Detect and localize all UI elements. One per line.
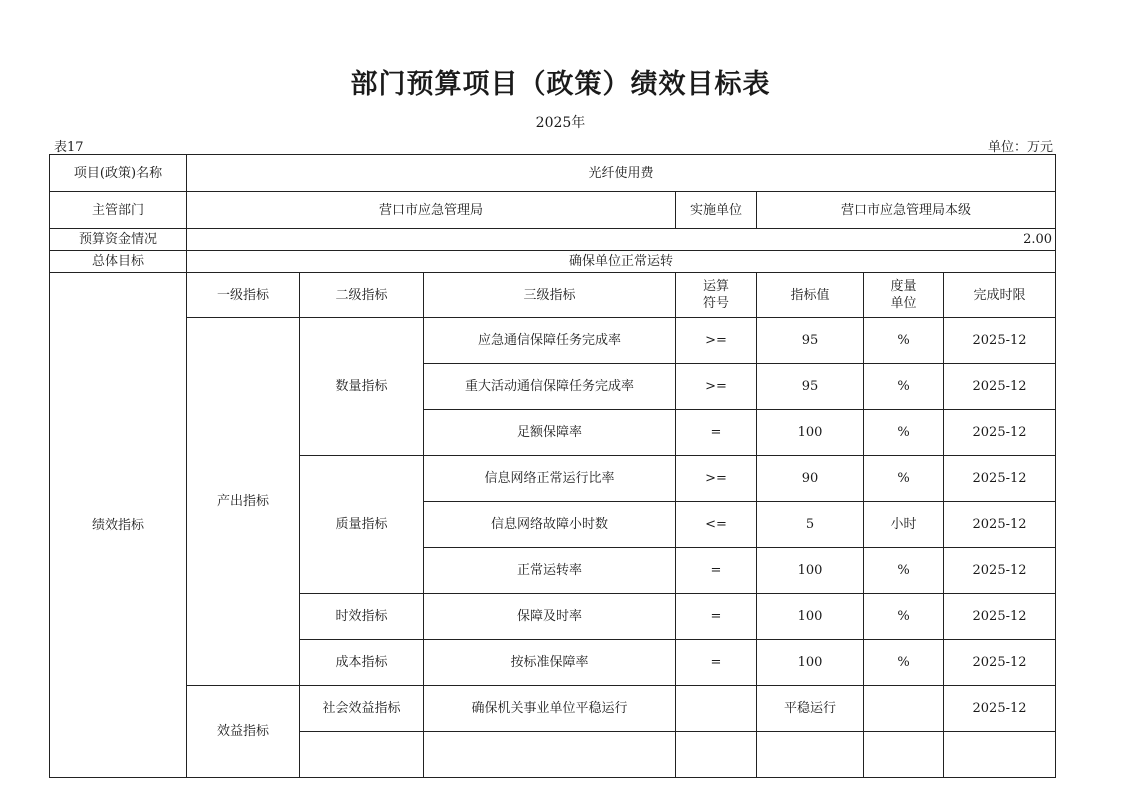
header-unit-line1: 度量: [890, 279, 917, 294]
fund-row: [50, 229, 1056, 251]
group-timeliness: 时效指标: [300, 594, 424, 640]
fund-label: 预算资金情况: [50, 229, 187, 251]
year-label: 2025年: [535, 115, 586, 131]
indicator-name: 足额保障率: [424, 410, 676, 456]
indicator-deadline: 2025-12: [944, 548, 1056, 594]
indicator-name: 保障及时率: [424, 594, 676, 640]
indicator-deadline: 2025-12: [944, 686, 1056, 732]
page-title: 部门预算项目（政策）绩效目标表: [350, 69, 771, 100]
header-operator-line1: 运算: [702, 279, 729, 294]
group-quantity: 数量指标: [300, 318, 424, 456]
unit-label: 单位：万元: [987, 140, 1053, 155]
perf-label: 绩效指标: [50, 273, 187, 778]
cell-cut: [300, 732, 424, 778]
indicator-value: 95: [757, 318, 864, 364]
impl-label: 实施单位: [676, 192, 757, 229]
table-row: [50, 318, 1056, 364]
header-unit-line2: 单位: [890, 296, 917, 311]
indicator-operator: =: [676, 410, 757, 456]
project-value: 光纤使用费: [187, 155, 1056, 192]
indicator-value: 90: [757, 456, 864, 502]
indicator-name: 应急通信保障任务完成率: [424, 318, 676, 364]
dept-value: 营口市应急管理局: [187, 192, 676, 229]
indicator-name: 重大活动通信保障任务完成率: [424, 364, 676, 410]
header-value: 指标值: [757, 273, 864, 318]
indicator-value: 100: [757, 410, 864, 456]
indicator-unit: %: [864, 594, 944, 640]
table-number: 表17: [54, 140, 84, 155]
project-label: 项目(政策)名称: [50, 155, 187, 192]
impl-value: 营口市应急管理局本级: [757, 192, 1056, 229]
table-row: [50, 686, 1056, 732]
dept-row: [50, 192, 1056, 229]
cell-cut: [757, 732, 864, 778]
indicator-value: 95: [757, 364, 864, 410]
indicator-header-row: [50, 273, 1056, 318]
indicator-unit: 小时: [864, 502, 944, 548]
indicator-name: 正常运转率: [424, 548, 676, 594]
header-level1: 一级指标: [187, 273, 300, 318]
indicator-deadline: 2025-12: [944, 364, 1056, 410]
group-cost: 成本指标: [300, 640, 424, 686]
indicator-deadline: 2025-12: [944, 456, 1056, 502]
indicator-name: 按标准保障率: [424, 640, 676, 686]
indicator-unit: %: [864, 410, 944, 456]
indicator-value: 100: [757, 594, 864, 640]
header-deadline: 完成时限: [944, 273, 1056, 318]
indicator-value: 100: [757, 640, 864, 686]
header-level3: 三级指标: [424, 273, 676, 318]
header-level2: 二级指标: [300, 273, 424, 318]
indicator-deadline: 2025-12: [944, 318, 1056, 364]
goal-label: 总体目标: [50, 251, 187, 273]
indicator-operator: <=: [676, 502, 757, 548]
indicator-deadline: 2025-12: [944, 502, 1056, 548]
indicator-unit: %: [864, 364, 944, 410]
fund-value: 2.00: [187, 229, 1056, 251]
group-social: 社会效益指标: [300, 686, 424, 732]
header-operator-line2: 符号: [702, 296, 729, 311]
indicator-unit: %: [864, 640, 944, 686]
indicator-operator: [676, 686, 757, 732]
performance-table-container: [49, 154, 1055, 739]
indicator-unit: %: [864, 548, 944, 594]
project-row: [50, 155, 1056, 192]
indicator-operator: =: [676, 594, 757, 640]
group-quality: 质量指标: [300, 456, 424, 594]
group-benefit: 效益指标: [187, 686, 300, 778]
cell-cut: [944, 732, 1056, 778]
indicator-name: 确保机关事业单位平稳运行: [424, 686, 676, 732]
indicator-deadline: 2025-12: [944, 410, 1056, 456]
goal-value: 确保单位正常运转: [187, 251, 1056, 273]
cell-cut: [424, 732, 676, 778]
indicator-name: 信息网络正常运行比率: [424, 456, 676, 502]
dept-label: 主管部门: [50, 192, 187, 229]
indicator-name: 信息网络故障小时数: [424, 502, 676, 548]
indicator-deadline: 2025-12: [944, 594, 1056, 640]
indicator-value: 平稳运行: [757, 686, 864, 732]
performance-table: [49, 154, 1056, 778]
header-unit: [864, 273, 944, 318]
indicator-operator: >=: [676, 456, 757, 502]
indicator-unit: [864, 686, 944, 732]
cell-cut: [676, 732, 757, 778]
cell-cut: [864, 732, 944, 778]
indicator-unit: %: [864, 318, 944, 364]
indicator-value: 5: [757, 502, 864, 548]
indicator-value: 100: [757, 548, 864, 594]
header-operator: [676, 273, 757, 318]
indicator-unit: %: [864, 456, 944, 502]
goal-row: [50, 251, 1056, 273]
indicator-deadline: 2025-12: [944, 640, 1056, 686]
indicator-operator: >=: [676, 318, 757, 364]
indicator-operator: =: [676, 640, 757, 686]
indicator-operator: =: [676, 548, 757, 594]
indicator-operator: >=: [676, 364, 757, 410]
group-output: 产出指标: [187, 318, 300, 686]
